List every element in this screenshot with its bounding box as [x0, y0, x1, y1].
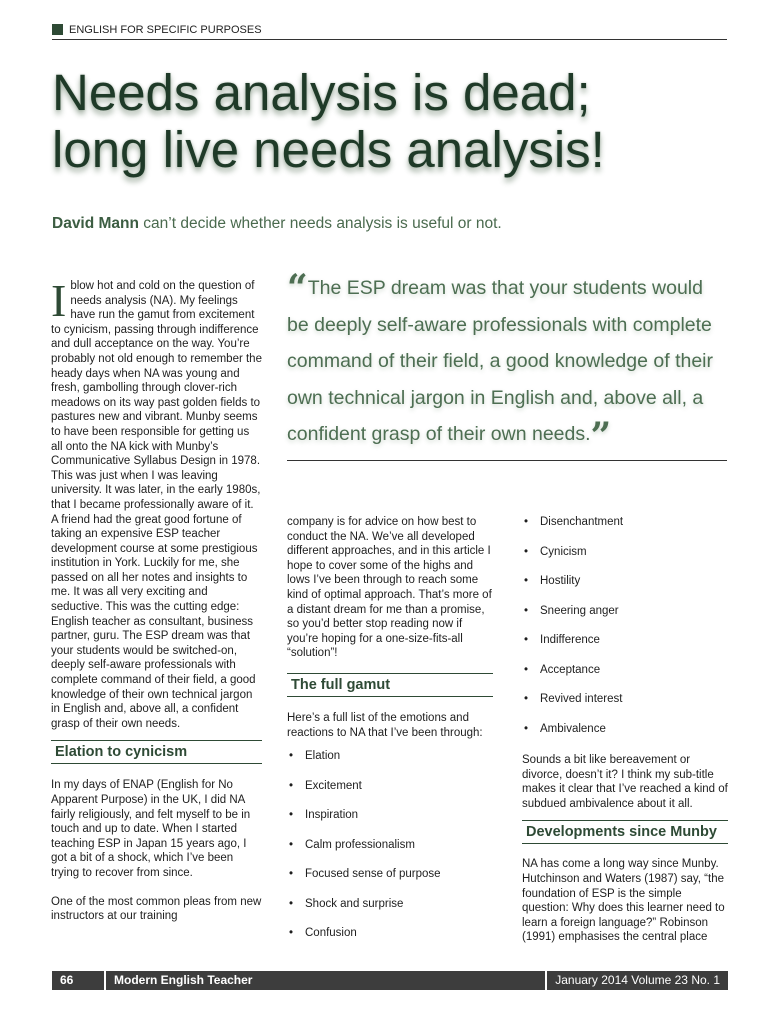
- list-item: • Focused sense of purpose: [287, 867, 493, 897]
- section-tag: [52, 20, 727, 40]
- standfirst: [52, 215, 732, 233]
- pull-quote: [287, 267, 727, 457]
- list-item: • Calm professionalism: [287, 838, 493, 868]
- intro-paragraph: [51, 275, 262, 731]
- magazine-name: Modern English Teacher: [106, 971, 545, 990]
- section-label: ENGLISH FOR SPECIFIC PURPOSES: [69, 23, 262, 36]
- page-number: 66: [52, 971, 104, 990]
- page-footer: [52, 971, 728, 990]
- list-item: • Shock and surprise: [287, 897, 493, 927]
- title-line-2: long live needs analysis!: [52, 121, 605, 178]
- drop-cap: I: [51, 275, 67, 326]
- paragraph: Here’s a full list of the emotions and reactions to NA that I’ve been through:: [287, 711, 483, 739]
- paragraph: company is for advice on how best to conduct the NA. We’ve all developed different approaches, and in this article I hope to cover some of the highs and lows I’ve been through to reach some kind of optimal approach. That’s more of a distant dream for me than a promise, so you’d better stop reading now if you’re hoping for a one-size-fits-all “solution”!: [287, 516, 492, 660]
- column-1: [51, 275, 262, 924]
- pull-quote-divider: [287, 460, 727, 461]
- open-quote-icon: “: [287, 267, 308, 309]
- article-title: [52, 64, 732, 178]
- list-item: • Disenchantment: [522, 515, 728, 545]
- pull-quote-text: The ESP dream was that your students would be deeply self-aware professionals with complete command of their field, a good knowledge of their own technical jargon in English and, above all, a confident grasp of their own needs.: [287, 277, 714, 445]
- list-item: • Hostility: [522, 574, 728, 604]
- list-item: • Revived interest: [522, 692, 728, 722]
- subhead-full-gamut: The full gamut: [287, 673, 493, 697]
- section-marker-icon: [52, 24, 63, 35]
- paragraph: Sounds a bit like bereavement or divorce, doesn’t it? I think my sub-title makes it clear that I’ve reached a kind of subdued ambivalence about it all.: [522, 754, 728, 810]
- intro-text: blow hot and cold on the question of needs analysis (NA). My feelings have run the gamut from excitement to cynicism, passing through indifference and dull acceptance on the way. You’re probably not old enough to remember the heady days when NA was young and fresh, gambolling through clover-rich meadows on its way past golden fields to pastures new and vibrant. Munby seems to have been responsible for getting us all onto the NA kick with Munby’s Communicative Syllabus Design in 1978. This was just when I was leaving university. It was later, in the early 1980s, that I became professionally aware of it. A friend had the great good fortune of taking an expensive ESP teacher development course at some prestigious institution in York. Luckily for me, she passed on all her notes and insights to me. It was all very exciting and seductive. This was the cutting edge: English teacher as consultant, business partner, guru. The ESP dream was that your students would be switched-on, deeply self-aware professionals with complete command of their field, a good knowledge of their own technical jargon in English and, above all, a confident grasp of their own needs.: [51, 280, 262, 730]
- paragraph: One of the most common pleas from new instructors at our training: [51, 895, 262, 923]
- paragraph: In my days of ENAP (English for No Apparent Purpose) in the UK, I did NA fairly religiously, and felt myself to be in touch and up to date. When I started teaching ESP in Japan 15 years ago, I got a bit of a shock, which I’ve been trying to recover from since.: [51, 779, 251, 879]
- issue-info: January 2014 Volume 23 No. 1: [547, 971, 728, 990]
- list-item: • Inspiration: [287, 808, 493, 838]
- close-quote-icon: ”: [590, 415, 612, 457]
- emotion-list: [287, 749, 493, 956]
- emotion-list-continued: [522, 515, 728, 751]
- standfirst-text: can’t decide whether needs analysis is useful or not.: [143, 215, 502, 232]
- title-line-1: Needs analysis is dead;: [52, 64, 591, 121]
- list-item: • Sneering anger: [522, 604, 728, 634]
- column-2: [287, 515, 493, 956]
- list-item: • Confusion: [287, 926, 493, 956]
- list-item: • Ambivalence: [522, 722, 728, 752]
- list-item: • Cynicism: [522, 545, 728, 575]
- subhead-elation: Elation to cynicism: [51, 740, 262, 764]
- list-item: • Indifference: [522, 633, 728, 663]
- list-item: • Acceptance: [522, 663, 728, 693]
- list-item: • Elation: [287, 749, 493, 779]
- column-3: [522, 515, 728, 945]
- subhead-developments: Developments since Munby: [522, 820, 728, 844]
- paragraph: NA has come a long way since Munby. Hutchinson and Waters (1987) say, “the foundation of ESP is the simple question: Why does this learner need to learn a foreign language?” Robinson (1991) emphasises the central place: [522, 858, 725, 944]
- list-item: • Excitement: [287, 779, 493, 809]
- author-name: David Mann: [52, 215, 139, 232]
